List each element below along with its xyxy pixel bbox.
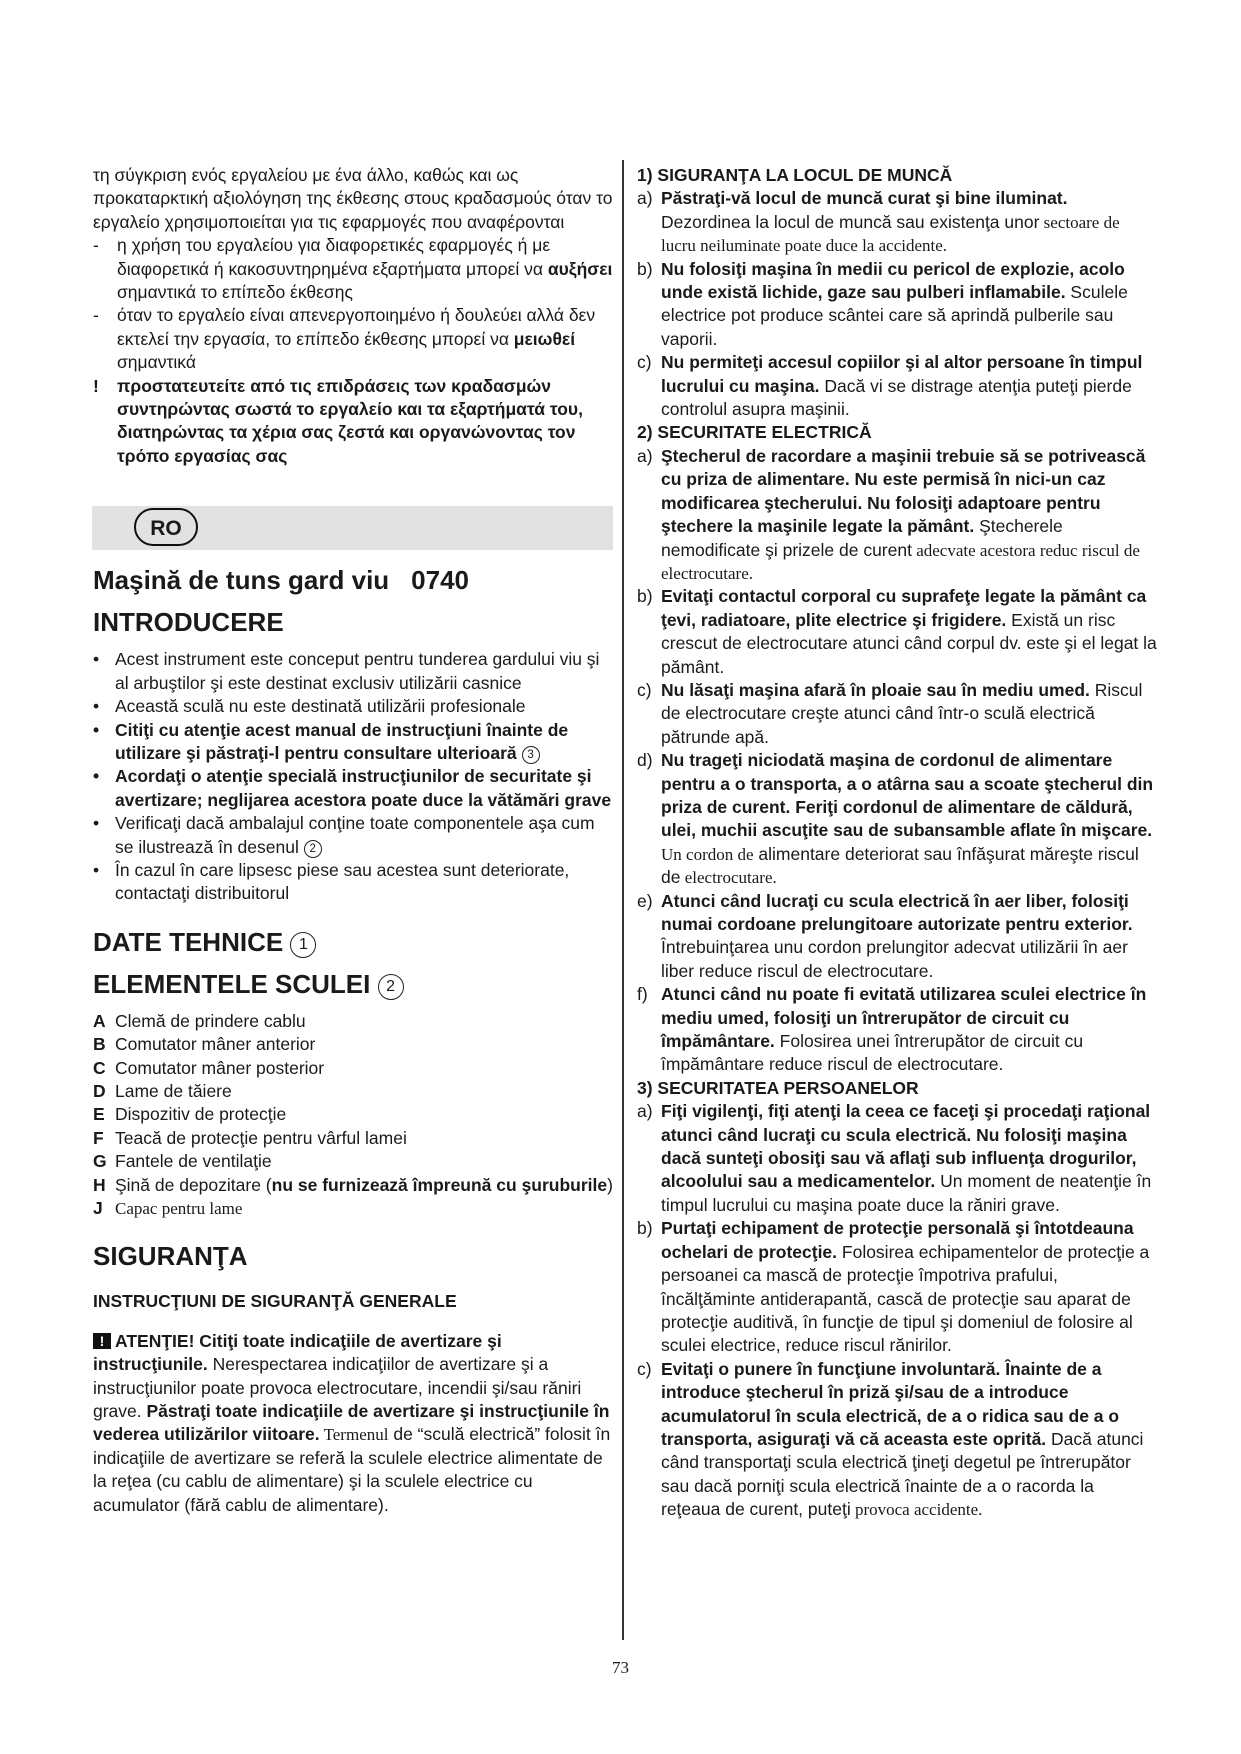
intro-list xyxy=(93,648,613,905)
item-2d: d) Nu trageţi niciodată maşina de cordonul de alimentare pentru a o transporta, a o atârna sau a scoate ştecherul din priza de curent. Feriţi cordonul de alimentare de căldură, ulei, muchii ascuţite sau de subansamble aflate în mişcare. Un cordon de alimentare deteriorat sau înfăşurat măreşte riscul de electrocutare. xyxy=(637,750,1154,888)
part-item: J Capac pentru lame xyxy=(93,1197,613,1220)
right-column xyxy=(637,164,1157,1522)
intro-item: • Acest instrument este conceput pentru tunderea gardului viu şi al arbuştilor şi este destinat exclusiv utilizării casnice xyxy=(93,649,600,693)
intro-heading: INTRODUCERE xyxy=(93,607,284,638)
item-2b: b) Evitaţi contactul corporal cu suprafeţe legate la pământ ca ţevi, radiatoare, plite electrice şi frigidere. Există un risc crescut de electrocutare atunci când corpul dv. este şi el legat la pământ. xyxy=(637,586,1157,677)
greek-item-1: - η χρήση του εργαλείου για διαφορετικές εφαρμογές ή με διαφορετικά ή κακοσυντηρημένα εξαρτήματα μπορεί να αυξήσει σημαντικά το επίπεδο έκθεσης xyxy=(93,235,613,303)
figure-ref-1: 1 xyxy=(290,932,316,958)
greek-intro: τη σύγκριση ενός εργαλείου με ένα άλλο, καθώς και ως προκαταρκτική αξιολόγηση της έκθεσης στους κραδασμούς όταν το εργαλείο χρησιμοποιείται για τις εφαρμογές που αναφέρονται xyxy=(93,165,613,232)
part-item: H Şină de depozitare (nu se furnizează împreună cu şuruburile) xyxy=(93,1174,613,1197)
bullet: • xyxy=(93,696,100,717)
column-divider xyxy=(622,160,624,1640)
intro-item: • Această sculă nu este destinată utilizării profesionale xyxy=(93,695,613,718)
parts-list xyxy=(93,1010,613,1221)
item-2e: e) Atunci când lucraţi cu scula electrică în aer liber, folosiţi numai cordoane prelungitoare autorizate pentru exterior. Întrebuinţarea unu cordon prelungitor adecvat utilizării în aer liber reduce riscul de electrocutare. xyxy=(637,890,1133,981)
item-3b: b) Purtaţi echipament de protecţie personală şi întotdeauna ochelari de protecţie. Folosirea echipamentelor de protecţie a persoanei ca mască de protecţie împotriva prafului, încălţăminte antiderapantă, cască de protecţie sau aparat de protecţie auditivă, în funcţie de tipul şi domeniul de folosire al sculei electrice, reduce riscul rănirilor. xyxy=(637,1218,1150,1356)
part-letter: B xyxy=(93,1034,106,1055)
left-column xyxy=(93,164,613,1517)
part-item: D Lame de tăiere xyxy=(93,1080,613,1103)
language-band xyxy=(92,506,613,550)
safety-heading: SIGURANŢA xyxy=(93,1241,248,1272)
part-item: F Teacă de protecţie pentru vârful lamei xyxy=(93,1127,613,1150)
section-3-heading: 3) SECURITATEA PERSOANELOR xyxy=(637,1077,919,1098)
section-1-heading: 1) SIGURANŢA LA LOCUL DE MUNCĂ xyxy=(637,165,953,185)
item-2c: c) Nu lăsaţi maşina afară în ploaie sau în mediu umed. Riscul de electrocutare creşte atunci când într-o sculă electrică pătrunde apă. xyxy=(637,679,1143,747)
general-instructions-heading: INSTRUCŢIUNI DE SIGURANŢĂ GENERALE xyxy=(93,1291,457,1312)
part-letter: H xyxy=(93,1174,106,1195)
figure-ref-2: 2 xyxy=(378,974,404,1000)
part-item: E Dispozitiv de protecţie xyxy=(93,1103,613,1126)
part-letter: G xyxy=(93,1151,107,1172)
figure-ref: 3 xyxy=(522,746,540,764)
part-letter: D xyxy=(93,1080,106,1101)
intro-item: • Verificaţi dacă ambalajul conţine toate componentele aşa cum se ilustrează în desenul 2 xyxy=(93,813,595,857)
greek-item-2: - όταν το εργαλείο είναι απενεργοποιημένο ή δουλεύει αλλά δεν εκτελεί την εργασία, το επίπεδο έκθεσης μπορεί να μειωθεί σημαντικά xyxy=(93,305,596,373)
bullet: • xyxy=(93,649,100,670)
item-2f: f) Atunci când nu poate fi evitată utilizarea sculei electrice în mediu umed, folosiţi un întrerupător de circuit cu împământare. Folosirea unei întrerupător de circuit cu împământare reduce riscul de electrocutare. xyxy=(637,984,1147,1075)
intro-item: • Citiţi cu atenţie acest manual de instrucţiuni înainte de utilizare şi păstraţi-l pentru consultare ulterioară 3 xyxy=(93,719,569,763)
product-title: Maşină de tuns gard viu 0740 xyxy=(93,565,470,596)
part-item: G Fantele de ventilaţie xyxy=(93,1150,613,1173)
item-1b: b) Nu folosiţi maşina în medii cu pericol de explozie, acolo unde există lichide, gaze sau pulberi inflamabile. Sculele electrice pot produce scântei care să aprindă pulberile sau vaporii. xyxy=(637,258,1128,349)
part-letter: A xyxy=(93,1010,106,1031)
intro-item: • Acordaţi o atenţie specială instrucţiunilor de securitate şi avertizare; neglijarea acestora poate duce la vătămări grave xyxy=(93,766,612,810)
language-badge: RO xyxy=(134,508,198,546)
part-letter: C xyxy=(93,1057,106,1078)
intro-item: • În cazul în care lipsesc piese sau acestea sunt deteriorate, contactaţi distribuitorul xyxy=(93,859,570,904)
attention-paragraph: !ATENŢIE! Citiţi toate indicaţiile de avertizare şi instrucţiunile. Nerespectarea indicaţiilor de avertizare şi a instrucţiunilor poate provoca electrocutare, incendii şi/sau răniri grave. Păstraţi toate indicaţiile de avertizare şi instrucţiunile în vederea utilizărilor viitoare. Termenul de “sculă electrică” folosit în indicaţiile de avertizare se referă la sculele electrice alimentate de la reţea (cu cablu de alimentare) şi la sculele electrice cu acumulator (fără cablu de alimentare). xyxy=(93,1330,613,1517)
figure-ref: 2 xyxy=(304,840,322,858)
section-2-heading: 2) SECURITATE ELECTRICĂ xyxy=(637,422,872,443)
part-item: C Comutator mâner posterior xyxy=(93,1057,613,1080)
warning-icon xyxy=(93,1333,111,1349)
item-2a: a) Ştecherul de racordare a maşinii trebuie să se potrivească cu priza de alimentare. Nu este permisă în nici-un caz modificarea ştecherului. Nu folosiţi adaptoare pentru ştechere la maşinile legate la pământ. Ştecherele nemodificate şi prizele de curent adecvate acestora reduc riscul de electrocutare. xyxy=(637,445,1146,583)
bullet: • xyxy=(93,766,100,787)
bullet: • xyxy=(93,813,100,834)
elements-heading: ELEMENTELE SCULEI 2 xyxy=(93,968,613,1000)
part-letter: E xyxy=(93,1104,105,1125)
bullet: • xyxy=(93,859,100,880)
bullet: • xyxy=(93,719,100,740)
item-3c: c) Evitaţi o punere în funcţiune involuntară. Înainte de a introduce ştecherul în priză şi/sau de a introduce acumulatorul în scula electrică, de a o ridica sau de a o transporta, asiguraţi vă că aceasta este oprită. Dacă atunci când transportaţi scula electrică ţineţi degetul pe întrerupător sau dacă porniţi scula electrică înainte de a o racorda la reţeaua de curent, puteţi provoca accidente. xyxy=(637,1358,1144,1520)
tech-heading: DATE TEHNICE 1 xyxy=(93,926,613,958)
part-letter: J xyxy=(93,1198,103,1218)
greek-warning: ! προστατευτείτε από τις επιδράσεις των κραδασμών συντηρώντας σωστά το εργαλείο και τα εξαρτήματά του, διατηρώντας τα χέρια σας ζεστά και οργανώνοντας τον τρόπο εργασίας σας xyxy=(93,375,583,466)
item-1c: c) Nu permiteţi accesul copiilor şi al altor persoane în timpul lucrului cu maşina. Dacă vi se distrage atenţia puteţi pierde controlul asupra maşinii. xyxy=(637,352,1143,420)
part-letter: F xyxy=(93,1127,104,1148)
page-number: 73 xyxy=(612,1658,629,1677)
item-3a: a) Fiţi vigilenţi, fiţi atenţi la ceea ce faceţi şi procedaţi raţional atunci când lucraţi cu scula electrică. Nu folosiţi maşina dacă sunteţi obosiţi sau vă aflaţi sub influenţa drogurilor, alcoolului sau a medicamentelor. Un moment de neatenţie în timpul lucrului cu maşina poate duce la răniri grave. xyxy=(637,1101,1152,1215)
model-number: 0740 xyxy=(411,565,470,596)
part-item: B Comutator mâner anterior xyxy=(93,1033,613,1056)
item-1a: a) Păstraţi-vă locul de muncă curat şi bine iluminat. Dezordinea la locul de muncă sau existenţa unor sectoare de lucru neiluminate poate duce la accidente. xyxy=(637,188,1120,256)
part-item: A Clemă de prindere cablu xyxy=(93,1010,613,1033)
